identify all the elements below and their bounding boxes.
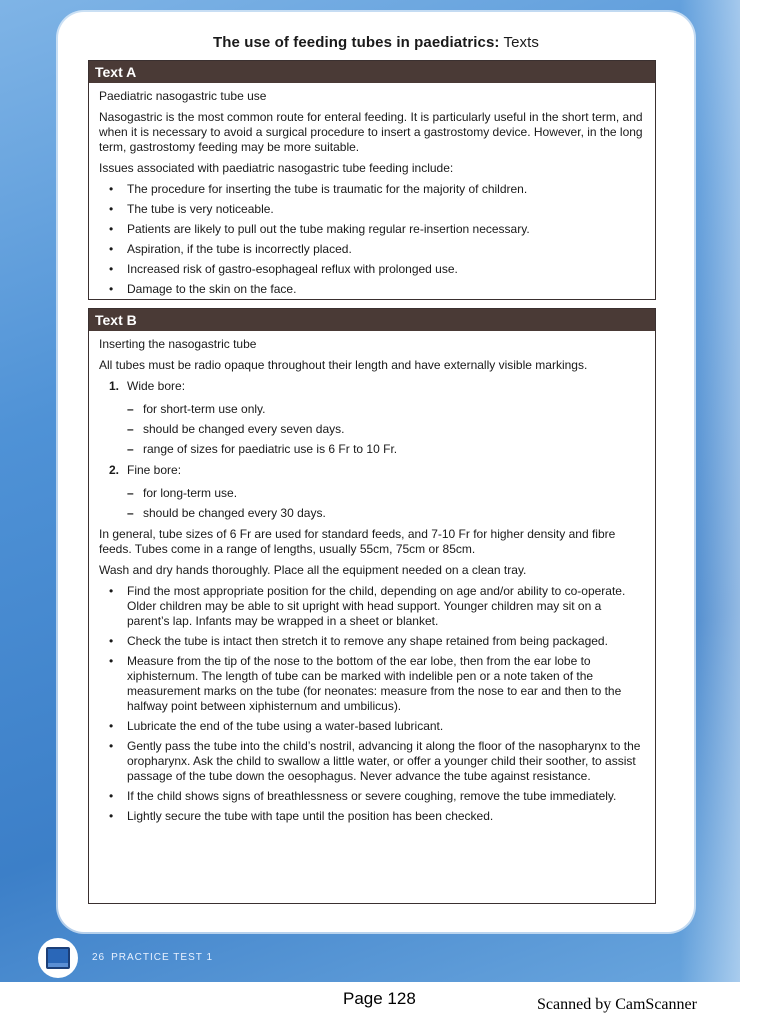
- list-item: – range of sizes for paediatric use is 6 Fr to 10 Fr.: [99, 442, 645, 457]
- list-item: – should be changed every seven days.: [99, 422, 645, 437]
- list-item: – for long-term use.: [99, 486, 645, 501]
- scanner-watermark: Scanned by CamScanner: [537, 996, 697, 1013]
- text-a-issues-lead: Issues associated with paediatric nasogastric tube feeding include:: [99, 161, 454, 175]
- wide-bore-list: [99, 402, 645, 457]
- list-item: • Lubricate the end of the tube using a water-based lubricant.: [99, 719, 645, 734]
- page-title-main: The use of feeding tubes in paediatrics:: [212, 34, 500, 51]
- list-item: – for short-term use only.: [99, 402, 645, 417]
- page-title: [58, 34, 694, 51]
- bore-list: [99, 379, 645, 521]
- text-b-header: Text B: [89, 309, 655, 331]
- text-b-box: [88, 308, 656, 904]
- footer-label: [92, 952, 213, 963]
- text-b-subtitle: Inserting the nasogastric tube: [99, 337, 257, 351]
- list-item: • Measure from the tip of the nose to the bottom of the ear lobe, then from the ear lobe to xiphisternum. The length of tube can be marked with indelible pen or a note taken of the measurement marks on the tube (for neonates: measure from the nose to ear and then to the halfway point between xiphisternum and umbilicus).: [99, 654, 645, 714]
- text-b-steps-list: [99, 584, 645, 824]
- book-icon: [38, 938, 78, 978]
- list-item: • Damage to the skin on the face.: [99, 282, 645, 297]
- text-b-intro: All tubes must be radio opaque throughout their length and have externally visible markings.: [99, 358, 588, 372]
- fine-bore-number: 2.: [109, 463, 120, 477]
- fine-bore-label: Fine bore:: [127, 463, 182, 477]
- list-item: • Check the tube is intact then stretch it to remove any shape retained from being packaged.: [99, 634, 645, 649]
- text-a-header: Text A: [89, 61, 655, 83]
- text-a-body: [89, 83, 655, 297]
- page-number: Page 128: [343, 989, 416, 1008]
- fine-bore-list: [99, 486, 645, 521]
- list-item: • Find the most appropriate position for the child, depending on age and/or ability to co-operate. Older children may be able to sit upright with head support. Younger children may sit on a parent’s lap. Infants may be wrapped in a sheet or blanket.: [99, 584, 645, 629]
- list-item: • Patients are likely to pull out the tube making regular re-insertion necessary.: [99, 222, 645, 237]
- wide-bore-item: [99, 379, 645, 457]
- list-item: • If the child shows signs of breathlessness or severe coughing, remove the tube immediately.: [99, 789, 645, 804]
- footer-test-label: PRACTICE TEST 1: [111, 952, 213, 963]
- text-a-issues-list: [99, 182, 645, 297]
- page-card: [58, 12, 694, 932]
- text-b-wash: Wash and dry hands thoroughly. Place all the equipment needed on a clean tray.: [99, 563, 527, 577]
- list-item: • Lightly secure the tube with tape until the position has been checked.: [99, 809, 645, 824]
- wide-bore-number: 1.: [109, 379, 120, 393]
- list-item: • Increased risk of gastro-esophageal reflux with prolonged use.: [99, 262, 645, 277]
- wide-bore-label: Wide bore:: [127, 379, 186, 393]
- text-a-intro: Nasogastric is the most common route for enteral feeding. It is particularly useful in the short term, and when it is necessary to avoid a surgical procedure to insert a gastrostomy device. However, in the long term, gastrostomy feeding may be more suitable.: [99, 110, 643, 154]
- fine-bore-item: [99, 463, 645, 521]
- text-b-general: In general, tube sizes of 6 Fr are used for standard feeds, and 7-10 Fr for higher density and fibre feeds. Tubes come in a range of lengths, usually 55cm, 75cm or 85cm.: [99, 527, 616, 556]
- list-item: • The tube is very noticeable.: [99, 202, 645, 217]
- list-item: • The procedure for inserting the tube is traumatic for the majority of children.: [99, 182, 645, 197]
- footer-page-number: 26: [92, 952, 106, 963]
- list-item: – should be changed every 30 days.: [99, 506, 645, 521]
- text-b-body: [89, 331, 655, 824]
- page-title-suffix: Texts: [499, 34, 540, 51]
- text-a-box: [88, 60, 656, 300]
- list-item: • Aspiration, if the tube is incorrectly placed.: [99, 242, 645, 257]
- list-item: • Gently pass the tube into the child’s nostril, advancing it along the floor of the nasopharynx to the oropharynx. Ask the child to swallow a little water, or offer a younger child their soother, to assist passage of the tube down the oesophagus. Never advance the tube against resistance.: [99, 739, 645, 784]
- text-a-subtitle: Paediatric nasogastric tube use: [99, 89, 267, 103]
